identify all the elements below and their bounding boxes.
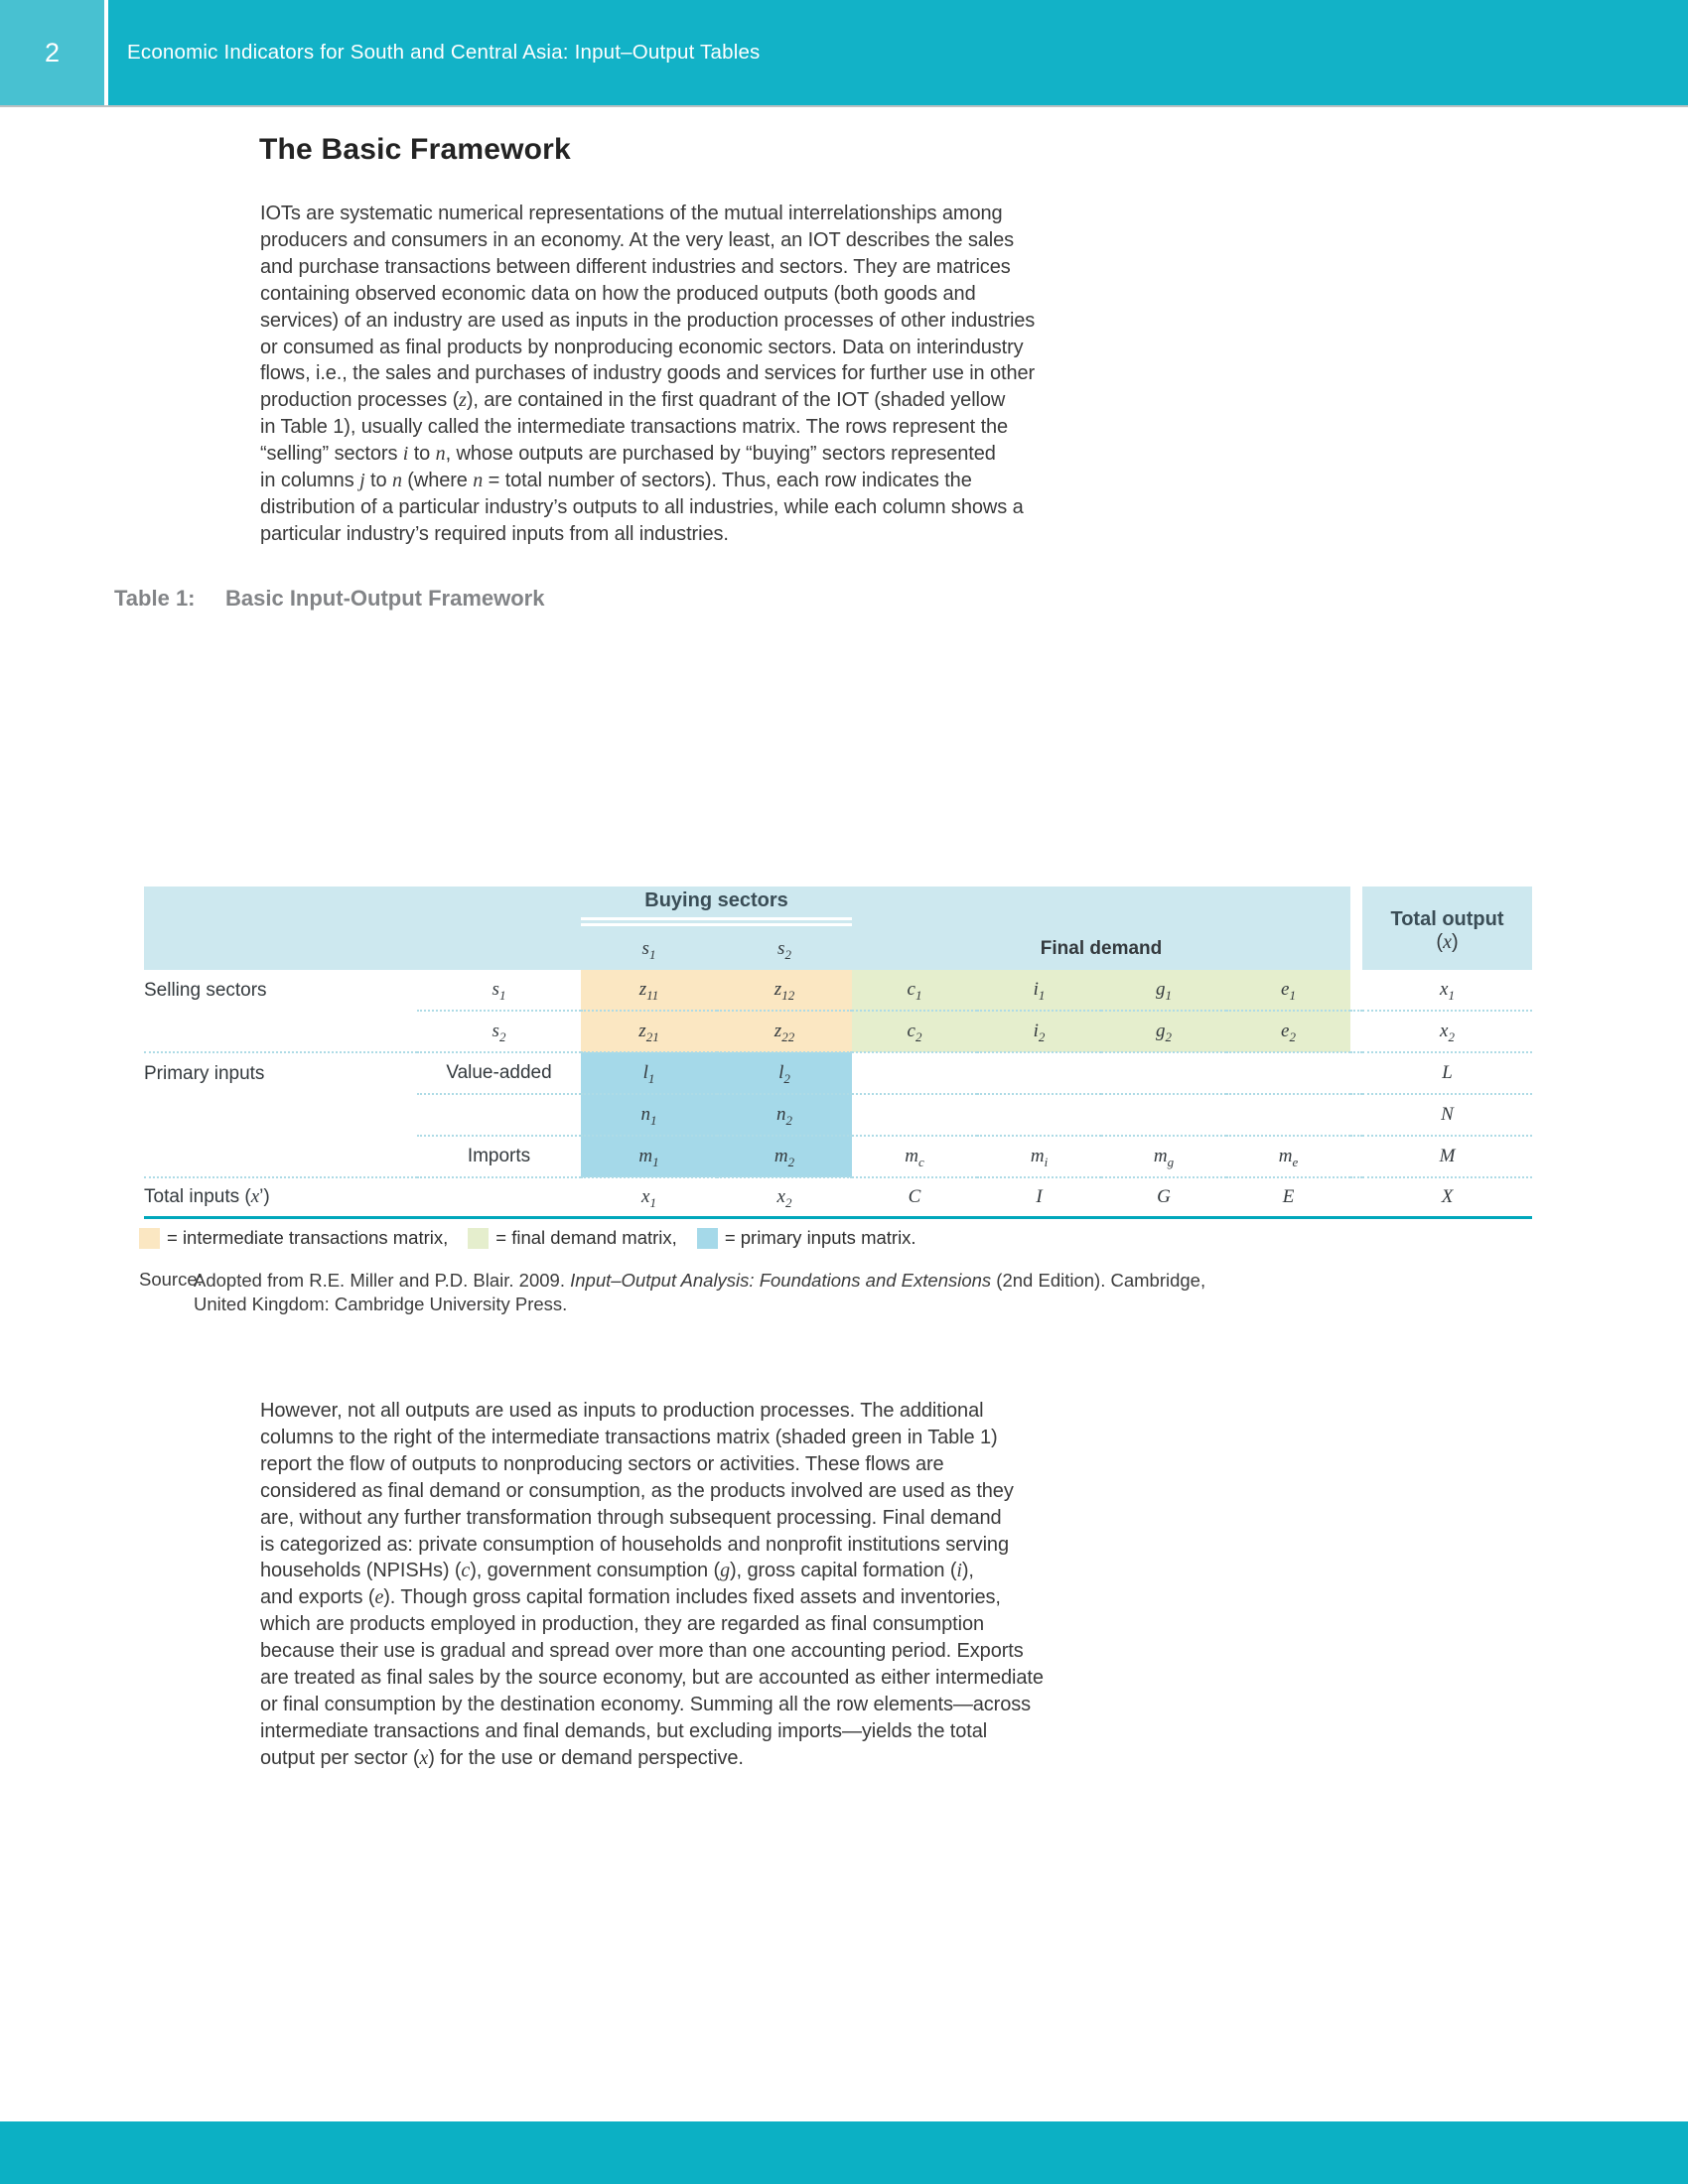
table-cell: $i_2$ (977, 1011, 1101, 1052)
table-cell: $n_2$ (717, 1094, 852, 1136)
header-title: Economic Indicators for South and Central Asia: Input–Output Tables (127, 41, 761, 64)
column-gap (1350, 1136, 1362, 1177)
table-cell: M (1362, 1136, 1532, 1177)
table-row (144, 1136, 1532, 1177)
table-cell: $z_{21}$ (581, 1011, 717, 1052)
column-gap (1350, 1177, 1362, 1218)
table-row (144, 1011, 1532, 1052)
column-gap (1350, 887, 1362, 970)
table-cell: L (1362, 1052, 1532, 1094)
table-cell (977, 1052, 1101, 1094)
col-header-s2: $s_2$ (717, 928, 852, 970)
table-cell: X (1441, 1186, 1454, 1207)
table-title: Basic Input-Output Framework (225, 586, 545, 611)
final-demand-label: Final demand (852, 928, 1350, 970)
table-cell: N (1362, 1094, 1532, 1136)
table-cell: $z_{12}$ (717, 970, 852, 1011)
table-cell: $x_2$ (1362, 1011, 1532, 1052)
table-cell: $c_1$ (852, 970, 977, 1011)
table-legend (139, 1227, 936, 1249)
table-cell: $g_2$ (1101, 1011, 1226, 1052)
table-cell: I (1036, 1186, 1043, 1207)
buying-sectors-header (581, 887, 852, 928)
table-cell: $l_1$ (581, 1052, 717, 1094)
table-cell (1226, 1094, 1350, 1136)
row-label: Imports (417, 1136, 581, 1177)
table-cell: $m_e$ (1226, 1136, 1350, 1177)
footer-bar (0, 2121, 1688, 2184)
total-output-variable: (x) (1436, 931, 1459, 953)
table-label: Table 1: (114, 586, 196, 611)
total-output-header (1362, 887, 1532, 970)
table-cell: $c_2$ (852, 1011, 977, 1052)
legend-label: = intermediate transactions matrix, (167, 1227, 449, 1248)
column-gap (1350, 1011, 1362, 1052)
table-cell (852, 1094, 977, 1136)
row-group-label (144, 1011, 417, 1052)
row-group-label (144, 1136, 417, 1177)
table-cell: $i_1$ (977, 970, 1101, 1011)
legend-item (468, 1227, 677, 1249)
table-cell: $m_c$ (852, 1136, 977, 1177)
table-cell: $m_1$ (581, 1136, 717, 1177)
table-cell (852, 1052, 977, 1094)
source-text: Adopted from R.E. Miller and P.D. Blair. 2009. Input–Output Analysis: Foundations and Extensions (2nd Edition). Cambridge, United Kingdom: Cambridge University Press. (194, 1270, 1206, 1314)
legend-item (139, 1227, 448, 1249)
legend-label: = final demand matrix, (495, 1227, 677, 1248)
table-cell: $n_1$ (581, 1094, 717, 1136)
column-gap (1350, 1094, 1362, 1136)
table-corner-cell (144, 887, 581, 970)
col-header-s1: $s_1$ (581, 928, 717, 970)
page-number: 2 (44, 37, 61, 68)
table-cell: E (1282, 1186, 1295, 1207)
table-cell: $l_2$ (717, 1052, 852, 1094)
row-label: $s_2$ (417, 1011, 581, 1052)
row-group-label: Primary inputs (144, 1062, 265, 1084)
buying-sectors-label: Buying sectors (644, 888, 788, 911)
table-source (139, 1269, 1205, 1316)
table-row (144, 1177, 1532, 1218)
row-label: Value-added (417, 1052, 581, 1094)
table-cell: $z_{11}$ (581, 970, 717, 1011)
final-demand-header-spacer (852, 887, 1350, 928)
table-cell (1101, 1094, 1226, 1136)
table-cell: C (908, 1186, 921, 1207)
table-cell: $z_{22}$ (717, 1011, 852, 1052)
table-cell: $x_2$ (776, 1186, 792, 1210)
paragraph-2: However, not all outputs are used as inputs to production processes. The additional columns to the right of the intermediate transactions matrix (shaded green in Table 1) report the flow of outputs to nonproducing sectors or activities. These flows are considered as final demand or consumption, as the products involved are used as they are, without any further transformation through subsequent processing. Final demand is categorized as: private consumption of households and nonprofit institutions serving households (NPISHs) (c), government consumption (g), gross capital formation (i), and exports (e). Though gross capital formation includes fixed assets and inventories, which are products employed in production, they are regarded as final consumption because their use is gradual and spread over more than one accounting period. Exports are treated as final sales by the source economy, but are accounted as either intermediate or final consumption by the destination economy. Summing all the row elements—across intermediate transactions and final demands, but excluding imports—yields the total output per sector (x) for the use or demand perspective. (260, 1400, 1044, 1769)
double-underline (581, 917, 852, 926)
paragraph-1: IOTs are systematic numerical representations of the mutual interrelationships among producers and consumers in an economy. At the very least, an IOT describes the sales and purchase transactions between different industries and sectors. They are matrices containing observed economic data on how the produced outputs (both goods and services) of an industry are used as inputs in the production processes of other industries or consumed as final products by nonproducing economic sectors. Data on interindustry flows, i.e., the sales and purchases of industry goods and services for further use in other production processes (z), are contained in the first quadrant of the IOT (shaded yellow in Table 1), usually called the intermediate transactions matrix. The rows represent the “selling” sectors i to n, whose outputs are purchased by “buying” sectors represented in columns j to n (where n = total number of sectors). Thus, each row indicates the distribution of a particular industry’s outputs to all industries, while each column shows a particular industry’s required inputs from all industries. (260, 203, 1036, 545)
header-divider (104, 0, 108, 105)
table-cell: $e_1$ (1226, 970, 1350, 1011)
table-row (144, 1052, 1532, 1094)
table-cell: $m_2$ (717, 1136, 852, 1177)
section-heading: The Basic Framework (259, 133, 571, 166)
column-gap (1350, 1052, 1362, 1094)
row-label: $s_1$ (417, 970, 581, 1011)
table-cell: $e_2$ (1226, 1011, 1350, 1052)
source-label: Source: (139, 1269, 203, 1290)
header-bar (0, 0, 1688, 107)
final-demand-matrix-swatch (468, 1228, 489, 1249)
table-cell (977, 1094, 1101, 1136)
column-gap (1350, 970, 1362, 1011)
row-group-label (144, 1094, 417, 1136)
legend-item (697, 1227, 916, 1249)
table-cell: $g_1$ (1101, 970, 1226, 1011)
table-cell: $x_1$ (641, 1186, 656, 1210)
row-label (417, 1177, 581, 1218)
table-cell (1101, 1052, 1226, 1094)
row-label (417, 1094, 581, 1136)
table-cell (1226, 1052, 1350, 1094)
table-cell: $m_i$ (977, 1136, 1101, 1177)
table-row (144, 970, 1532, 1011)
table-cell: $m_g$ (1101, 1136, 1226, 1177)
page-number-box (0, 0, 104, 105)
legend-label: = primary inputs matrix. (724, 1227, 916, 1248)
row-group-label: Total inputs (x’) (144, 1186, 270, 1207)
table-cell: $x_1$ (1362, 970, 1532, 1011)
intermediate-matrix-swatch (139, 1228, 160, 1249)
table-caption (114, 586, 544, 612)
row-group-label: Selling sectors (144, 979, 267, 1001)
table-row (144, 1094, 1532, 1136)
total-output-label: Total output (1390, 908, 1504, 930)
input-output-table (144, 887, 1532, 1219)
primary-inputs-matrix-swatch (697, 1228, 718, 1249)
table-cell: G (1157, 1186, 1171, 1207)
